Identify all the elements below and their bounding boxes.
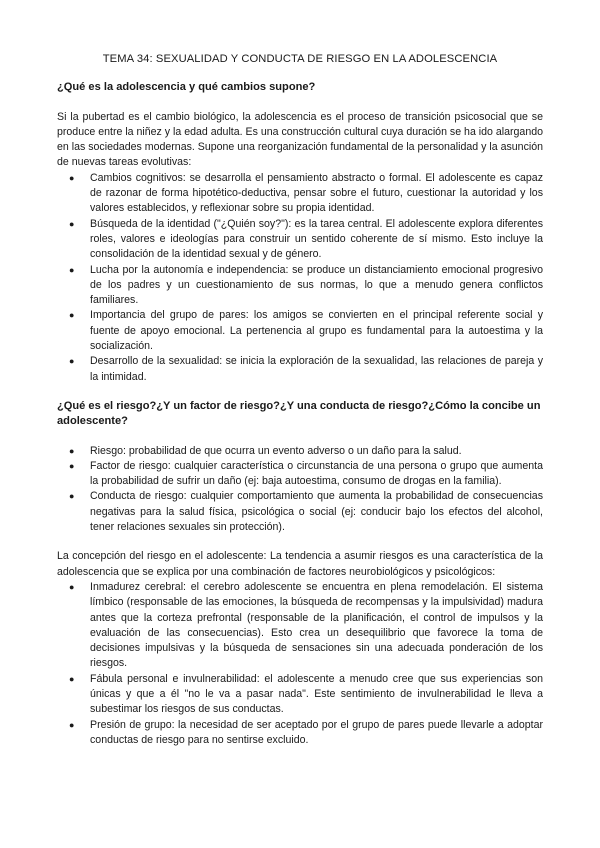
bullet-icon: ●	[69, 356, 75, 367]
list-item: ● Factor de riesgo: cualquier característica o circunstancia de una persona o grupo que aumenta la probabilidad de sufrir un daño (ej: baja autoestima, consumo de drogas en la familia).	[69, 459, 543, 488]
list-item: ● Conducta de riesgo: cualquier comportamiento que aumenta la probabilidad de consecuencias negativas para la salud física, psicológica o social (ej: conducir bajo los efectos del alcohol, tener relaciones sexuales sin protección).	[69, 490, 543, 534]
section-1-intro: Si la pubertad es el cambio biológico, la adolescencia es el proceso de transición psicosocial que se produce entre la niñez y la edad adulta. Es una construcción cultural cuya duración se ha ido alargando en las sociedades modernas. Supone una reorganización fundamental de la personalidad y la asunción de nuevas tareas evolutivas:	[57, 110, 543, 169]
bullet-icon: ●	[69, 460, 75, 471]
bullet-icon: ●	[69, 719, 75, 730]
list-item: ● Desarrollo de la sexualidad: se inicia la exploración de la sexualidad, las relaciones de pareja y la intimidad.	[69, 355, 543, 383]
bullet-icon: ●	[69, 172, 75, 183]
list-item: ● Inmadurez cerebral: el cerebro adolescente se encuentra en plena remodelación. El sistema límbico (responsable de las emociones, la búsqueda de recompensas y la impulsividad) madura antes que la corteza prefrontal (responsable de la planificación, el control de impulsos y la evaluación de las consecuencias). Esto crea un desequilibrio que favorece la toma de decisiones impulsivas y la búsqueda de sensaciones sin una adecuada ponderación de los riesgos.	[69, 580, 543, 670]
bullet-icon: ●	[69, 310, 75, 321]
list-item: ● Presión de grupo: la necesidad de ser aceptado por el grupo de pares puede llevarle a adoptar conductas de riesgo para no sentirse excluido.	[69, 718, 543, 746]
list-item: ● Búsqueda de la identidad ("¿Quién soy?"): es la tarea central. El adolescente explora diferentes roles, valores e ideologías para construir un sentido coherente de sí mismo. Esto incluye la consolidación de la identidad sexual y de género.	[69, 217, 543, 261]
list-item: ● Riesgo: probabilidad de que ocurra un evento adverso o un daño para la salud.	[57, 444, 543, 459]
bullet-icon: ●	[69, 673, 75, 684]
document-title: TEMA 34: SEXUALIDAD Y CONDUCTA DE RIESGO EN LA ADOLESCENCIA	[102, 53, 498, 65]
risk-concept-bullet-list	[57, 580, 543, 748]
section-1-heading: ¿Qué es la adolescencia y qué cambios supone?	[57, 81, 316, 94]
section-1-bullet-list	[57, 171, 543, 385]
risk-concept-intro: La concepción del riesgo en el adolescente: La tendencia a asumir riesgos es una característica de la adolescencia que se explica por una combinación de factores neurobiológicos y psicológicos:	[57, 550, 543, 578]
list-item: ● Importancia del grupo de pares: los amigos se convierten en el principal referente social y fuente de apoyo emocional. La pertenencia al grupo es fundamental para la autoestima y la socialización.	[69, 309, 543, 353]
bullet-icon: ●	[69, 218, 75, 229]
section-2-heading: ¿Qué es el riesgo?¿Y un factor de riesgo?¿Y una conducta de riesgo?¿Cómo la concibe un adolescente?	[57, 399, 541, 428]
list-item: ● Lucha por la autonomía e independencia: se produce un distanciamiento emocional progresivo de los padres y un cuestionamiento de sus normas, lo que a menudo genera conflictos familiares.	[69, 263, 543, 307]
list-item: ● Fábula personal e invulnerabilidad: el adolescente a menudo cree que sus experiencias son únicas y que a él "no le va a pasar nada". Este sentimiento de invulnerabilidad le lleva a subestimar los riesgos de sus conductas.	[69, 672, 543, 716]
bullet-icon: ●	[69, 264, 75, 275]
list-item: ● Cambios cognitivos: se desarrolla el pensamiento abstracto o formal. El adolescente es capaz de razonar de forma hipotético-deductiva, pensar sobre el futuro, cuestionar la autoridad y los valores establecidos, y reflexionar sobre su propia identidad.	[69, 171, 543, 215]
bullet-icon: ●	[69, 445, 75, 456]
bullet-icon: ●	[69, 581, 75, 592]
section-2-bullet-list	[57, 444, 543, 536]
bullet-icon: ●	[69, 491, 75, 502]
